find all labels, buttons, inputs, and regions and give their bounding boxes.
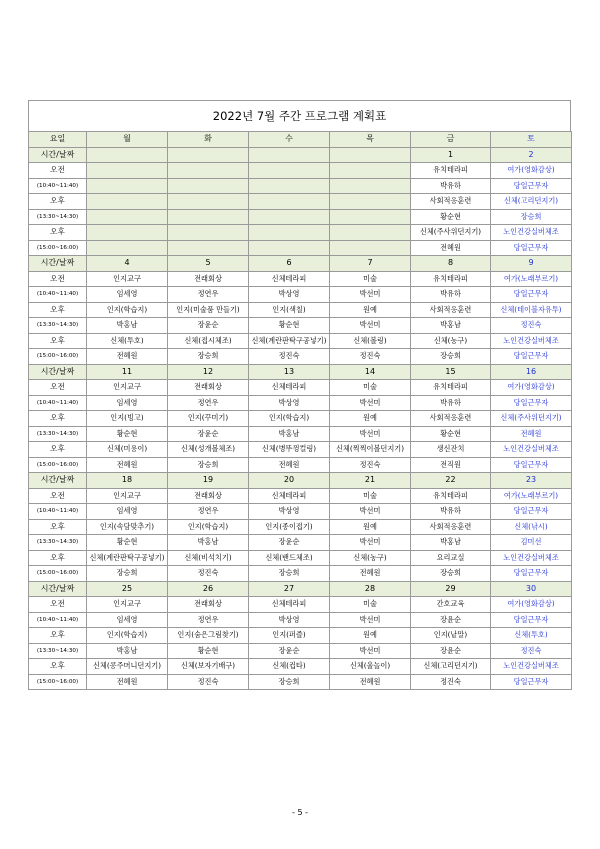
program-row bbox=[29, 225, 572, 241]
date-cell bbox=[168, 147, 249, 163]
staff-cell: 당일근무자 bbox=[491, 287, 572, 303]
program-cell: 요리교실 bbox=[411, 550, 491, 566]
date-cell: 2 bbox=[491, 147, 572, 163]
program-cell: 사회적응훈련 bbox=[411, 302, 491, 318]
program-cell: 원예 bbox=[330, 411, 411, 427]
program-cell: 신체테라피 bbox=[249, 488, 330, 504]
staff-cell: 장승희 bbox=[168, 349, 249, 365]
program-cell: 인지교구 bbox=[87, 271, 168, 287]
staff-cell: 장윤순 bbox=[168, 426, 249, 442]
program-cell: 인지(숨은그림찾기) bbox=[168, 628, 249, 644]
staff-cell: 박선미 bbox=[330, 504, 411, 520]
slot-label: 오후 bbox=[29, 333, 87, 349]
program-cell bbox=[249, 163, 330, 179]
staff-cell: 당일근무자 bbox=[491, 566, 572, 582]
staff-cell: 당일근무자 bbox=[491, 504, 572, 520]
slot-label: 오전 bbox=[29, 597, 87, 613]
program-cell: 인지(학습지) bbox=[87, 628, 168, 644]
staff-cell: 박유하 bbox=[411, 504, 491, 520]
program-row bbox=[29, 194, 572, 210]
slot-label: 오후 bbox=[29, 659, 87, 675]
staff-cell: 정진숙 bbox=[168, 674, 249, 690]
program-row bbox=[29, 597, 572, 613]
staff-cell bbox=[249, 240, 330, 256]
staff-cell bbox=[330, 240, 411, 256]
date-cell: 18 bbox=[87, 473, 168, 489]
staff-cell: 정진숙 bbox=[411, 674, 491, 690]
staff-row bbox=[29, 643, 572, 659]
program-cell: 미술 bbox=[330, 597, 411, 613]
program-cell: 인지(속담맞추기) bbox=[87, 519, 168, 535]
date-cell: 22 bbox=[411, 473, 491, 489]
page-title: 2022년 7월 주간 프로그램 계획표 bbox=[28, 100, 571, 131]
staff-cell: 정진숙 bbox=[330, 457, 411, 473]
program-cell bbox=[87, 225, 168, 241]
staff-cell: 박홍남 bbox=[87, 643, 168, 659]
slot-label: 오후 bbox=[29, 442, 87, 458]
program-cell: 신체(농구) bbox=[330, 550, 411, 566]
program-cell: 인지교구 bbox=[87, 597, 168, 613]
staff-cell: 전직원 bbox=[411, 457, 491, 473]
staff-cell: 장윤순 bbox=[411, 612, 491, 628]
slot-time: (13:30~14:30) bbox=[29, 209, 87, 225]
staff-cell: 당일근무자 bbox=[491, 178, 572, 194]
program-cell: 신체(테이블자유투) bbox=[491, 302, 572, 318]
slot-time: (13:30~14:30) bbox=[29, 643, 87, 659]
program-cell: 미술 bbox=[330, 380, 411, 396]
program-row bbox=[29, 550, 572, 566]
program-cell: 미술 bbox=[330, 271, 411, 287]
program-cell: 노인건강실버체조 bbox=[491, 659, 572, 675]
program-cell: 신체(투호) bbox=[491, 628, 572, 644]
program-cell: 신체(계란판탁구공넣기) bbox=[249, 333, 330, 349]
program-cell: 신체(보자기배구) bbox=[168, 659, 249, 675]
staff-cell: 정진숙 bbox=[168, 566, 249, 582]
staff-cell: 당일근무자 bbox=[491, 240, 572, 256]
staff-cell bbox=[87, 209, 168, 225]
staff-cell bbox=[249, 209, 330, 225]
staff-cell: 전혜원 bbox=[411, 240, 491, 256]
date-label-cell: 시간/날짜 bbox=[29, 473, 87, 489]
staff-cell: 전혜원 bbox=[87, 349, 168, 365]
program-cell: 신체(미용이) bbox=[87, 442, 168, 458]
program-cell bbox=[87, 194, 168, 210]
program-cell: 인지(낱말) bbox=[411, 628, 491, 644]
program-cell: 신체(접시체조) bbox=[168, 333, 249, 349]
staff-cell: 박선미 bbox=[330, 287, 411, 303]
staff-row bbox=[29, 674, 572, 690]
slot-time: (15:00~16:00) bbox=[29, 566, 87, 582]
staff-cell: 장윤순 bbox=[249, 643, 330, 659]
date-cell: 9 bbox=[491, 256, 572, 272]
program-row bbox=[29, 442, 572, 458]
staff-cell: 김미선 bbox=[491, 535, 572, 551]
slot-time: (13:30~14:30) bbox=[29, 535, 87, 551]
header-cell: 요일 bbox=[29, 132, 87, 148]
staff-row bbox=[29, 209, 572, 225]
program-cell: 신체(볼링) bbox=[330, 333, 411, 349]
slot-label: 오전 bbox=[29, 271, 87, 287]
staff-cell: 당일근무자 bbox=[491, 674, 572, 690]
header-cell: 월 bbox=[87, 132, 168, 148]
slot-label: 오후 bbox=[29, 550, 87, 566]
program-cell: 신체(울놀이) bbox=[330, 659, 411, 675]
program-cell: 미술 bbox=[330, 488, 411, 504]
staff-cell: 박선미 bbox=[330, 395, 411, 411]
staff-row bbox=[29, 457, 572, 473]
slot-time: (10:40~11:40) bbox=[29, 612, 87, 628]
staff-cell: 박상영 bbox=[249, 612, 330, 628]
staff-cell: 정연우 bbox=[168, 395, 249, 411]
staff-cell: 박선미 bbox=[330, 535, 411, 551]
program-row bbox=[29, 302, 572, 318]
slot-time: (10:40~11:40) bbox=[29, 178, 87, 194]
staff-cell: 정진숙 bbox=[330, 349, 411, 365]
program-row bbox=[29, 333, 572, 349]
staff-cell: 임세영 bbox=[87, 504, 168, 520]
slot-time: (15:00~16:00) bbox=[29, 240, 87, 256]
program-cell: 여가(영화감상) bbox=[491, 163, 572, 179]
program-cell: 노인건강실버체조 bbox=[491, 225, 572, 241]
staff-cell: 전혜원 bbox=[491, 426, 572, 442]
date-row bbox=[29, 473, 572, 489]
slot-time: (10:40~11:40) bbox=[29, 287, 87, 303]
staff-cell: 박상영 bbox=[249, 504, 330, 520]
staff-cell: 박홍남 bbox=[87, 318, 168, 334]
staff-cell: 박홍남 bbox=[411, 535, 491, 551]
program-cell: 신체(주사위던지기) bbox=[491, 411, 572, 427]
program-cell: 노인건강실버체조 bbox=[491, 550, 572, 566]
staff-cell: 임세영 bbox=[87, 287, 168, 303]
staff-cell: 정진숙 bbox=[249, 349, 330, 365]
slot-time: (10:40~11:40) bbox=[29, 395, 87, 411]
program-cell: 신체(성개볼체조) bbox=[168, 442, 249, 458]
slot-time: (15:00~16:00) bbox=[29, 674, 87, 690]
staff-row bbox=[29, 287, 572, 303]
staff-cell: 황순현 bbox=[411, 209, 491, 225]
staff-row bbox=[29, 240, 572, 256]
program-row bbox=[29, 163, 572, 179]
date-row bbox=[29, 364, 572, 380]
date-cell bbox=[249, 147, 330, 163]
slot-label: 오전 bbox=[29, 380, 87, 396]
program-cell: 여가(영화감상) bbox=[491, 597, 572, 613]
header-cell: 토 bbox=[491, 132, 572, 148]
program-cell: 노인건강실버체조 bbox=[491, 442, 572, 458]
staff-cell: 황순현 bbox=[87, 426, 168, 442]
date-cell: 25 bbox=[87, 581, 168, 597]
staff-cell: 전혜원 bbox=[330, 674, 411, 690]
program-cell: 인지(학습지) bbox=[249, 411, 330, 427]
program-cell: 신체(주사위던지기) bbox=[411, 225, 491, 241]
program-cell bbox=[330, 225, 411, 241]
program-cell: 신체(계란판탁구공넣기) bbox=[87, 550, 168, 566]
staff-row bbox=[29, 178, 572, 194]
date-cell: 29 bbox=[411, 581, 491, 597]
staff-cell: 박상영 bbox=[249, 395, 330, 411]
staff-cell bbox=[168, 178, 249, 194]
staff-cell: 박유하 bbox=[411, 178, 491, 194]
program-cell: 인지(빙고) bbox=[87, 411, 168, 427]
date-label-cell: 시간/날짜 bbox=[29, 256, 87, 272]
slot-time: (10:40~11:40) bbox=[29, 504, 87, 520]
date-cell: 5 bbox=[168, 256, 249, 272]
slot-label: 오후 bbox=[29, 411, 87, 427]
date-cell: 14 bbox=[330, 364, 411, 380]
date-cell: 6 bbox=[249, 256, 330, 272]
staff-cell: 황순현 bbox=[411, 426, 491, 442]
date-cell: 15 bbox=[411, 364, 491, 380]
program-row bbox=[29, 628, 572, 644]
slot-label: 오후 bbox=[29, 302, 87, 318]
program-cell bbox=[168, 225, 249, 241]
program-cell: 원예 bbox=[330, 628, 411, 644]
program-cell: 원예 bbox=[330, 519, 411, 535]
staff-cell: 정연우 bbox=[168, 612, 249, 628]
program-cell: 간호교육 bbox=[411, 597, 491, 613]
date-cell: 20 bbox=[249, 473, 330, 489]
staff-cell: 당일근무자 bbox=[491, 457, 572, 473]
date-cell: 13 bbox=[249, 364, 330, 380]
program-cell: 신체(고리던지기) bbox=[491, 194, 572, 210]
program-cell: 전래회상 bbox=[168, 271, 249, 287]
staff-cell: 당일근무자 bbox=[491, 349, 572, 365]
program-row bbox=[29, 271, 572, 287]
staff-cell bbox=[168, 209, 249, 225]
staff-cell: 장윤순 bbox=[168, 318, 249, 334]
program-cell bbox=[330, 163, 411, 179]
staff-cell: 임세영 bbox=[87, 395, 168, 411]
date-cell: 19 bbox=[168, 473, 249, 489]
staff-row bbox=[29, 535, 572, 551]
program-cell: 신체(고리던지기) bbox=[411, 659, 491, 675]
staff-cell: 박홍남 bbox=[249, 426, 330, 442]
program-row bbox=[29, 519, 572, 535]
date-cell bbox=[87, 147, 168, 163]
program-row bbox=[29, 488, 572, 504]
schedule-table bbox=[28, 131, 572, 690]
program-cell: 생신잔치 bbox=[411, 442, 491, 458]
staff-cell: 당일근무자 bbox=[491, 395, 572, 411]
program-cell bbox=[168, 163, 249, 179]
date-label-cell: 시간/날짜 bbox=[29, 147, 87, 163]
staff-cell bbox=[330, 209, 411, 225]
program-cell: 인지(퍼즐) bbox=[249, 628, 330, 644]
staff-cell: 정연우 bbox=[168, 287, 249, 303]
staff-row bbox=[29, 349, 572, 365]
staff-cell: 정진숙 bbox=[491, 318, 572, 334]
staff-cell: 박선미 bbox=[330, 612, 411, 628]
staff-cell: 장승희 bbox=[491, 209, 572, 225]
staff-row bbox=[29, 612, 572, 628]
program-row bbox=[29, 659, 572, 675]
slot-label: 오후 bbox=[29, 225, 87, 241]
program-cell: 전래회상 bbox=[168, 488, 249, 504]
staff-row bbox=[29, 426, 572, 442]
program-cell: 인지(학습지) bbox=[87, 302, 168, 318]
staff-cell: 박유하 bbox=[411, 395, 491, 411]
program-cell: 인지(학습지) bbox=[168, 519, 249, 535]
staff-cell: 장승희 bbox=[249, 674, 330, 690]
slot-time: (13:30~14:30) bbox=[29, 318, 87, 334]
staff-cell: 황순현 bbox=[168, 643, 249, 659]
program-cell bbox=[249, 194, 330, 210]
slot-time: (15:00~16:00) bbox=[29, 349, 87, 365]
staff-cell: 장윤순 bbox=[249, 535, 330, 551]
staff-cell bbox=[87, 240, 168, 256]
staff-cell: 정연우 bbox=[168, 504, 249, 520]
staff-cell: 박선미 bbox=[330, 643, 411, 659]
program-cell: 전래회상 bbox=[168, 380, 249, 396]
program-cell: 유치테라피 bbox=[411, 163, 491, 179]
program-cell: 인지(색칠) bbox=[249, 302, 330, 318]
slot-time: (13:30~14:30) bbox=[29, 426, 87, 442]
date-label-cell: 시간/날짜 bbox=[29, 364, 87, 380]
staff-cell: 장윤순 bbox=[411, 643, 491, 659]
program-cell: 신체(투호) bbox=[87, 333, 168, 349]
program-cell bbox=[330, 194, 411, 210]
program-cell: 사회적응훈련 bbox=[411, 194, 491, 210]
page-number: - 5 - bbox=[292, 808, 308, 817]
staff-row bbox=[29, 504, 572, 520]
program-cell: 인지(미술품 만들기) bbox=[168, 302, 249, 318]
program-cell bbox=[168, 194, 249, 210]
date-cell: 12 bbox=[168, 364, 249, 380]
program-cell: 여가(노래부르기) bbox=[491, 488, 572, 504]
program-cell: 여가(영화감상) bbox=[491, 380, 572, 396]
slot-label: 오전 bbox=[29, 488, 87, 504]
program-cell: 신체테라피 bbox=[249, 380, 330, 396]
date-cell: 30 bbox=[491, 581, 572, 597]
staff-cell bbox=[330, 178, 411, 194]
staff-cell: 장승희 bbox=[411, 349, 491, 365]
staff-cell: 장승희 bbox=[411, 566, 491, 582]
program-row bbox=[29, 411, 572, 427]
program-cell: 여가(노래부르기) bbox=[491, 271, 572, 287]
program-cell bbox=[249, 225, 330, 241]
date-cell: 16 bbox=[491, 364, 572, 380]
slot-label: 오후 bbox=[29, 194, 87, 210]
staff-cell: 장승희 bbox=[168, 457, 249, 473]
header-cell: 수 bbox=[249, 132, 330, 148]
staff-cell: 황순현 bbox=[249, 318, 330, 334]
program-cell: 노인건강실버체조 bbox=[491, 333, 572, 349]
staff-cell: 박유하 bbox=[411, 287, 491, 303]
program-cell: 신체테라피 bbox=[249, 597, 330, 613]
program-cell: 인지(종이접기) bbox=[249, 519, 330, 535]
staff-cell bbox=[87, 178, 168, 194]
program-cell: 유치테라피 bbox=[411, 271, 491, 287]
header-cell: 금 bbox=[411, 132, 491, 148]
date-cell: 26 bbox=[168, 581, 249, 597]
date-cell: 1 bbox=[411, 147, 491, 163]
date-row bbox=[29, 581, 572, 597]
slot-label: 오전 bbox=[29, 163, 87, 179]
staff-cell: 박선미 bbox=[330, 318, 411, 334]
header-row bbox=[29, 132, 572, 148]
staff-cell: 장승희 bbox=[249, 566, 330, 582]
staff-row bbox=[29, 395, 572, 411]
staff-cell bbox=[168, 240, 249, 256]
date-cell: 11 bbox=[87, 364, 168, 380]
program-cell: 전래회상 bbox=[168, 597, 249, 613]
program-cell: 신체(비석치기) bbox=[168, 550, 249, 566]
staff-cell: 황순현 bbox=[87, 535, 168, 551]
staff-cell: 임세영 bbox=[87, 612, 168, 628]
program-cell: 인지(꾸미기) bbox=[168, 411, 249, 427]
staff-cell: 정진숙 bbox=[491, 643, 572, 659]
program-cell: 신체(낚시) bbox=[491, 519, 572, 535]
program-cell: 유치테라피 bbox=[411, 488, 491, 504]
date-cell: 4 bbox=[87, 256, 168, 272]
date-row bbox=[29, 256, 572, 272]
schedule-sheet bbox=[28, 100, 571, 690]
staff-cell: 전혜원 bbox=[87, 457, 168, 473]
date-cell bbox=[330, 147, 411, 163]
header-cell: 화 bbox=[168, 132, 249, 148]
staff-cell: 당일근무자 bbox=[491, 612, 572, 628]
program-row bbox=[29, 380, 572, 396]
staff-row bbox=[29, 318, 572, 334]
slot-label: 오후 bbox=[29, 519, 87, 535]
staff-cell: 전혜원 bbox=[330, 566, 411, 582]
program-cell: 사회적응훈련 bbox=[411, 519, 491, 535]
program-cell: 원예 bbox=[330, 302, 411, 318]
program-cell: 신체(농구) bbox=[411, 333, 491, 349]
staff-cell: 박홍남 bbox=[411, 318, 491, 334]
program-cell: 인지교구 bbox=[87, 488, 168, 504]
program-cell: 신체(병뚜껑컬링) bbox=[249, 442, 330, 458]
program-cell: 신체테라피 bbox=[249, 271, 330, 287]
program-cell bbox=[87, 163, 168, 179]
date-cell: 21 bbox=[330, 473, 411, 489]
program-cell: 사회적응훈련 bbox=[411, 411, 491, 427]
slot-time: (15:00~16:00) bbox=[29, 457, 87, 473]
program-cell: 유치테라피 bbox=[411, 380, 491, 396]
staff-cell: 전혜원 bbox=[249, 457, 330, 473]
staff-cell bbox=[249, 178, 330, 194]
staff-cell: 박홍남 bbox=[168, 535, 249, 551]
program-cell: 신체(컵타) bbox=[249, 659, 330, 675]
staff-cell: 박상영 bbox=[249, 287, 330, 303]
program-cell: 신체(찍찍이볼던지기) bbox=[330, 442, 411, 458]
slot-label: 오후 bbox=[29, 628, 87, 644]
program-cell: 인지교구 bbox=[87, 380, 168, 396]
date-row bbox=[29, 147, 572, 163]
program-cell: 신체(밴드체조) bbox=[249, 550, 330, 566]
date-label-cell: 시간/날짜 bbox=[29, 581, 87, 597]
program-cell: 신체(콩주머니던지기) bbox=[87, 659, 168, 675]
date-cell: 23 bbox=[491, 473, 572, 489]
staff-cell: 박선미 bbox=[330, 426, 411, 442]
date-cell: 7 bbox=[330, 256, 411, 272]
staff-row bbox=[29, 566, 572, 582]
date-cell: 8 bbox=[411, 256, 491, 272]
staff-cell: 전혜원 bbox=[87, 674, 168, 690]
date-cell: 28 bbox=[330, 581, 411, 597]
header-cell: 목 bbox=[330, 132, 411, 148]
date-cell: 27 bbox=[249, 581, 330, 597]
staff-cell: 장승희 bbox=[87, 566, 168, 582]
